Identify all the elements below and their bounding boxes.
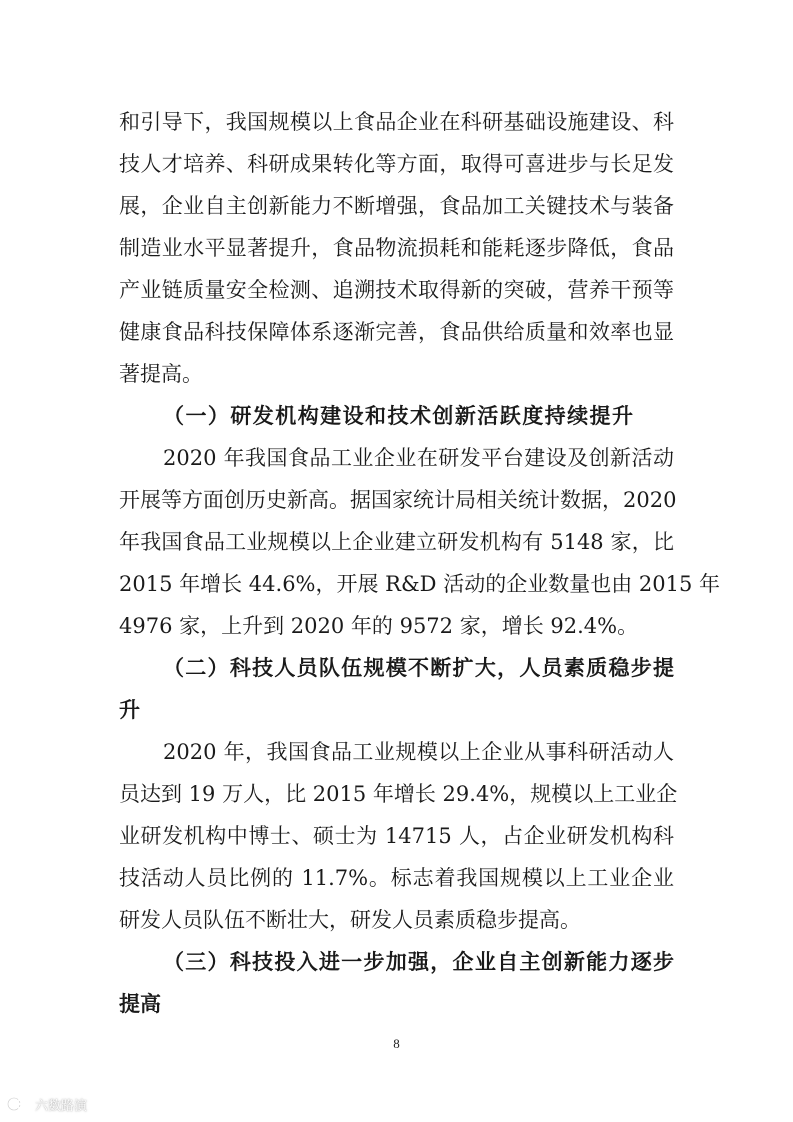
text-line xyxy=(0,274,793,306)
line-text: 4976 家，上升到 2020 年的 9572 家，增长 92.4%。 xyxy=(119,614,639,638)
section-heading-3 xyxy=(0,946,793,978)
heading-text: （一）研发机构建设和技术创新活跃度持续提升 xyxy=(163,403,633,428)
line-text: 年我国食品工业规模以上企业建立研发机构有 5148 家，比 xyxy=(119,530,674,554)
line-text: 和引导下，我国规模以上食品企业在科研基础设施建设、科 xyxy=(119,110,674,134)
line-text: 著提高。 xyxy=(119,362,203,386)
heading-text: （二）科技人员队伍规模不断扩大，人员素质稳步提 xyxy=(163,655,674,680)
watermark xyxy=(6,1094,87,1114)
line-text: 2020 年我国食品工业企业在研发平台建设及创新活动 xyxy=(163,446,674,470)
section-heading-3-cont xyxy=(0,988,793,1020)
logo-icon xyxy=(6,1095,32,1113)
line-text: 技活动人员比例的 11.7%。标志着我国规模以上工业企业 xyxy=(119,866,674,890)
section-heading-2 xyxy=(0,652,793,684)
text-line xyxy=(0,148,793,180)
line-text: 员达到 19 万人，比 2015 年增长 29.4%，规模以上工业企 xyxy=(119,782,678,806)
line-text: 2020 年，我国食品工业规模以上企业从事科研活动人 xyxy=(163,740,674,764)
text-line xyxy=(0,778,793,810)
text-line xyxy=(0,736,793,768)
section-heading-2-cont xyxy=(0,694,793,726)
page-number: 8 xyxy=(393,1036,400,1051)
text-line xyxy=(0,316,793,348)
line-text: 开展等方面创历史新高。据国家统计局相关统计数据，2020 xyxy=(119,488,677,512)
line-text: 展，企业自主创新能力不断增强，食品加工关键技术与装备 xyxy=(119,194,674,218)
text-line xyxy=(0,232,793,264)
text-line xyxy=(0,526,793,558)
text-line xyxy=(0,862,793,894)
text-line xyxy=(0,568,793,600)
line-text: 产业链质量安全检测、追溯技术取得新的突破，营养干预等 xyxy=(119,278,674,302)
line-text: 业研发机构中博士、硕士为 14715 人，占企业研发机构科 xyxy=(119,824,674,848)
text-line xyxy=(0,484,793,516)
text-line xyxy=(0,190,793,222)
text-line xyxy=(0,820,793,852)
line-text: 健康食品科技保障体系逐渐完善，食品供给质量和效率也显 xyxy=(119,320,674,344)
section-heading-1 xyxy=(0,400,793,432)
text-line xyxy=(0,358,793,390)
text-line xyxy=(0,442,793,474)
heading-text: 升 xyxy=(119,697,140,722)
heading-text: 提高 xyxy=(119,991,161,1016)
watermark-text: 六数路演 xyxy=(35,1098,88,1114)
line-text: 技人才培养、科研成果转化等方面，取得可喜进步与长足发 xyxy=(119,152,674,176)
heading-text: （三）科技投入进一步加强，企业自主创新能力逐步 xyxy=(163,949,674,974)
line-text: 制造业水平显著提升，食品物流损耗和能耗逐步降低，食品 xyxy=(119,236,674,260)
line-text: 研发人员队伍不断壮大，研发人员素质稳步提高。 xyxy=(119,908,581,932)
text-line xyxy=(0,904,793,936)
line-text: 2015 年增长 44.6%，开展 R&D 活动的企业数量也由 2015 年 xyxy=(119,572,720,596)
text-line xyxy=(0,610,793,642)
text-line xyxy=(0,106,793,138)
